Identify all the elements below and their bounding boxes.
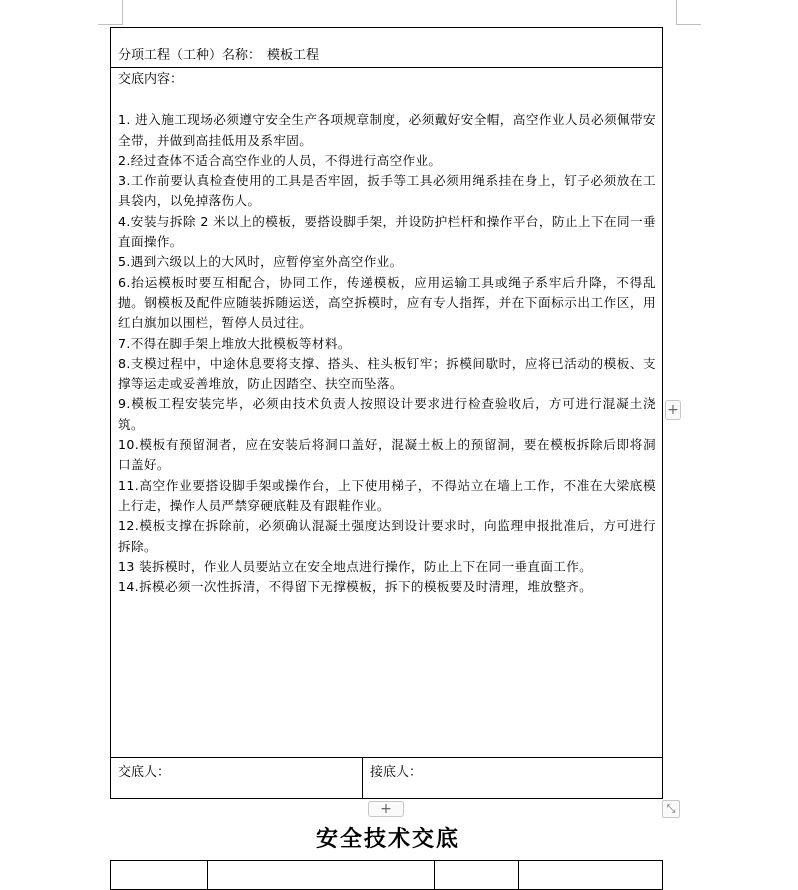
- content-item: 5.遇到六级以上的大风时，应暂停室外高空作业。: [118, 254, 403, 270]
- content-item: 12.模板支撑在拆除前，必须确认混凝土强度达到设计要求时，向监理申报批准后，方可进行拆除。: [118, 518, 656, 554]
- add-column-button[interactable]: +: [665, 400, 681, 420]
- receiver-label: 接底人：: [370, 765, 423, 780]
- table-column-divider: [518, 861, 519, 889]
- content-item: 8.支模过程中，中途休息要将支撑、搭头、柱头板钉牢；拆模间歇时，应将已活动的模板、支撑等运走或妥善堆放，防止因踏空、扶空而坠落。: [118, 355, 656, 392]
- project-name-value: 模板工程: [267, 48, 320, 63]
- discloser-label: 交底人：: [118, 765, 171, 780]
- content-item: 11.高空作业要搭设脚手架或操作台，上下使用梯子，不得站立在墙上工作，不准在大梁底模上行走，操作人员严禁穿硬底鞋及有跟鞋作业。: [118, 477, 656, 513]
- content-item: 1. 进入施工现场必须遵守安全生产各项规章制度，必须戴好安全帽，高空作业人员必须佩带安全带，并做到高挂低用及系牢固。: [118, 112, 656, 148]
- project-name-row[interactable]: [111, 28, 662, 68]
- crop-mark-top-right: [676, 0, 701, 25]
- next-page-title: 安全技术交底: [315, 827, 460, 852]
- content-item: 7.不得在脚手架上堆放大批模板等材料。: [118, 335, 351, 351]
- receiver-cell[interactable]: [363, 758, 663, 798]
- content-item: 4.安装与拆除 2 米以上的模板，要搭设脚手架，并设防护栏杆和操作平台，防止上下在同一垂直面操作。: [118, 213, 656, 250]
- content-item: 10.模板有预留洞者，应在安装后将洞口盖好，混凝土板上的预留洞，要在模板拆除后即将洞口盖好。: [118, 437, 656, 473]
- content-item: 14.拆模必须一次性拆清，不得留下无撑模板，拆下的模板要及时清理，堆放整齐。: [118, 579, 593, 595]
- table-resize-icon[interactable]: ⤡: [662, 800, 680, 818]
- table-column-divider: [434, 861, 435, 889]
- crop-mark-top-left: [98, 0, 123, 25]
- next-page-table: [110, 860, 663, 890]
- content-item: 6.抬运模板时要互相配合，协同工作，传递模板，应用运输工具或绳子系牢后升降，不得乱抛。钢模板及配件应随装拆随运送，高空拆模时，应有专人指挥，并在下面标示出工作区，用红白旗加以围栏，暂停人员过往。: [118, 274, 656, 331]
- project-name-label: 分项工程（工种）名称：: [118, 48, 262, 63]
- content-item: 3.工作前要认真检查使用的工具是否牢固，扳手等工具必须用绳系挂在身上，钉子必须放在工具袋内，以免掉落伤人。: [118, 173, 656, 209]
- content-item: 9.模板工程安装完毕，必须由技术负责人按照设计要求进行检查验收后，方可进行混凝土浇筑。: [118, 396, 656, 432]
- discloser-cell[interactable]: [111, 758, 363, 798]
- content-heading: 交底内容：: [118, 72, 184, 87]
- signature-row: [111, 758, 662, 798]
- content-item: 13 装拆模时，作业人员要站立在安全地点进行操作，防止上下在同一垂直面工作。: [118, 558, 593, 574]
- disclosure-table: [110, 27, 663, 799]
- disclosure-content-cell[interactable]: [111, 68, 662, 758]
- content-item: 2.经过查体不适合高空作业的人员，不得进行高空作业。: [118, 152, 442, 168]
- add-row-button[interactable]: +: [368, 801, 404, 817]
- table-column-divider: [207, 861, 208, 889]
